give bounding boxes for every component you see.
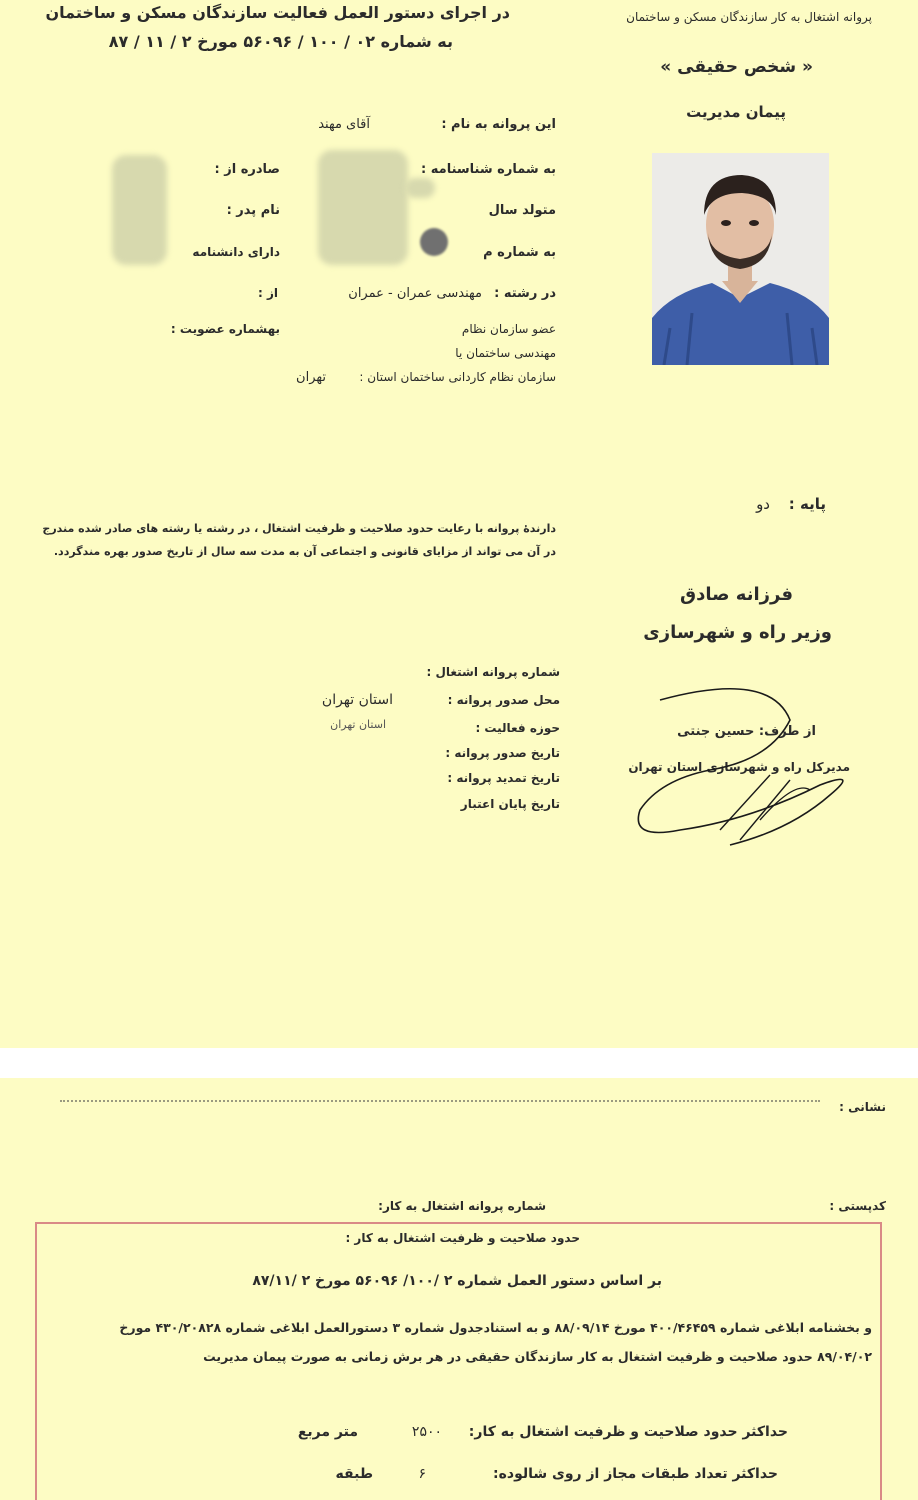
expire-date-label: تاریخ پایان اعتبار [460, 797, 560, 811]
license-title: پروانه اشتغال به کار سازندگان مسکن و ساختمان [626, 10, 872, 24]
address-dots [60, 1100, 820, 1104]
body-text-line-2: در آن می تواند از مزایای قانونی و اجتماعی آن به مدت سه سال از تاریخ صدور بهره مندگردد. [53, 545, 556, 558]
id-label: به شماره شناسنامه : [421, 162, 556, 177]
issued-label: صادره از : [214, 162, 280, 177]
minister-name: فرزانه صادق [680, 584, 793, 605]
redacted-area [318, 150, 408, 265]
grade-value: دو [756, 495, 770, 513]
license-page-back [0, 1078, 918, 1500]
address-label: نشانی : [839, 1100, 886, 1114]
floors-label: حداکثر تعداد طبقات مجاز از روی شالوده: [493, 1466, 778, 1482]
minister-title: وزیر راه و شهرسازی [643, 622, 832, 643]
holder-photo [652, 153, 829, 365]
floors-value: ۶ [418, 1466, 426, 1482]
signature-mark [620, 680, 880, 860]
capacity-box-title: حدود صلاحیت و ظرفیت اشتغال به کار : [345, 1231, 580, 1245]
person-type: « شخص حقیقی » [660, 57, 813, 77]
number-label: به شماره م [483, 245, 556, 260]
redacted-area [405, 178, 435, 198]
company-name: پیمان مدیریت [686, 103, 786, 121]
capacity-label: حداکثر حدود صلاحیت و ظرفیت اشتغال به کار: [468, 1424, 788, 1440]
member-line-1: عضو سازمان نظام [461, 322, 556, 336]
field-label: در رشته : [494, 286, 556, 301]
grade-label: پایه : [788, 495, 826, 513]
capacity-value: ۲۵۰۰ [411, 1424, 442, 1440]
member-line-2: مهندسی ساختمان یا [455, 346, 556, 360]
redacted-area [420, 228, 448, 256]
field-value: مهندسی عمران - عمران [348, 286, 482, 301]
activity-area-value: استان تهران [330, 718, 386, 731]
father-label: نام پدر : [226, 203, 280, 218]
license-number-label: شماره پروانه اشتغال : [426, 665, 560, 679]
holder-label: این پروانه به نام : [441, 117, 556, 132]
redacted-area [112, 155, 167, 265]
signatory-from: از طرف: حسین جنتی [677, 724, 816, 739]
birth-label: متولد سال [488, 203, 556, 218]
degree-label: دارای دانشنامه [192, 245, 280, 259]
capacity-unit: متر مربع [297, 1424, 358, 1440]
body-text-line-1: دارندهٔ پروانه با رعایت حدود صلاحیت و ظرفیت اشتغال ، در رشته یا رشته های صادر شده مندرج [42, 522, 556, 535]
holder-value: آقای مهند [318, 117, 370, 132]
license-number-label-2: شماره پروانه اشتغال به کار: [378, 1199, 546, 1213]
header-line-1: در اجرای دستور العمل فعالیت سازندگان مسکن و ساختمان [45, 3, 510, 22]
portrait-image [652, 153, 829, 365]
postal-code-label: کدپستی : [829, 1199, 886, 1213]
basis-text: بر اساس دستور العمل شماره ۲ /۱۰۰/ ۵۶۰۹۶ مورخ ۲ /۸۷/۱۱ [252, 1273, 662, 1289]
member-value: تهران [296, 370, 326, 385]
paragraph-line-1: و بخشنامه ابلاغی شماره ۴۰۰/۴۶۴۵۹ مورخ ۸۸/۰۹/۱۴ و به استنادجدول شماره ۳ دستورالعمل ابلاغی شماره ۴۳۰/۲۰۸۲۸ مورخ [119, 1320, 872, 1335]
activity-area-label: حوزه فعالیت : [475, 721, 560, 735]
issue-place-value: استان تهران [321, 692, 393, 708]
header-line-2: به شماره ۰۲ / ۱۰۰ / ۵۶۰۹۶ مورخ ۲ / ۱۱ / ۸۷ [108, 32, 453, 51]
floors-unit: طبقه [335, 1466, 373, 1482]
issue-place-label: محل صدور پروانه : [447, 693, 560, 707]
issue-date-label: تاریخ صدور پروانه : [445, 746, 560, 760]
renew-date-label: تاریخ تمدید پروانه : [447, 771, 560, 785]
page-gap [0, 1048, 918, 1078]
member-line-3: سازمان نظام کاردانی ساختمان استان : [359, 370, 556, 384]
paragraph-line-2: ۸۹/۰۴/۰۲ حدود صلاحیت و ظرفیت اشتغال به کار سازندگان حقیقی در هر برش زمانی به صورت پیمان مدیریت [203, 1349, 872, 1364]
membership-label: بهشماره عضویت : [170, 322, 280, 336]
from-label: از : [258, 286, 278, 300]
signatory-position: مدیرکل راه و شهرسازی استان تهران [628, 760, 850, 774]
